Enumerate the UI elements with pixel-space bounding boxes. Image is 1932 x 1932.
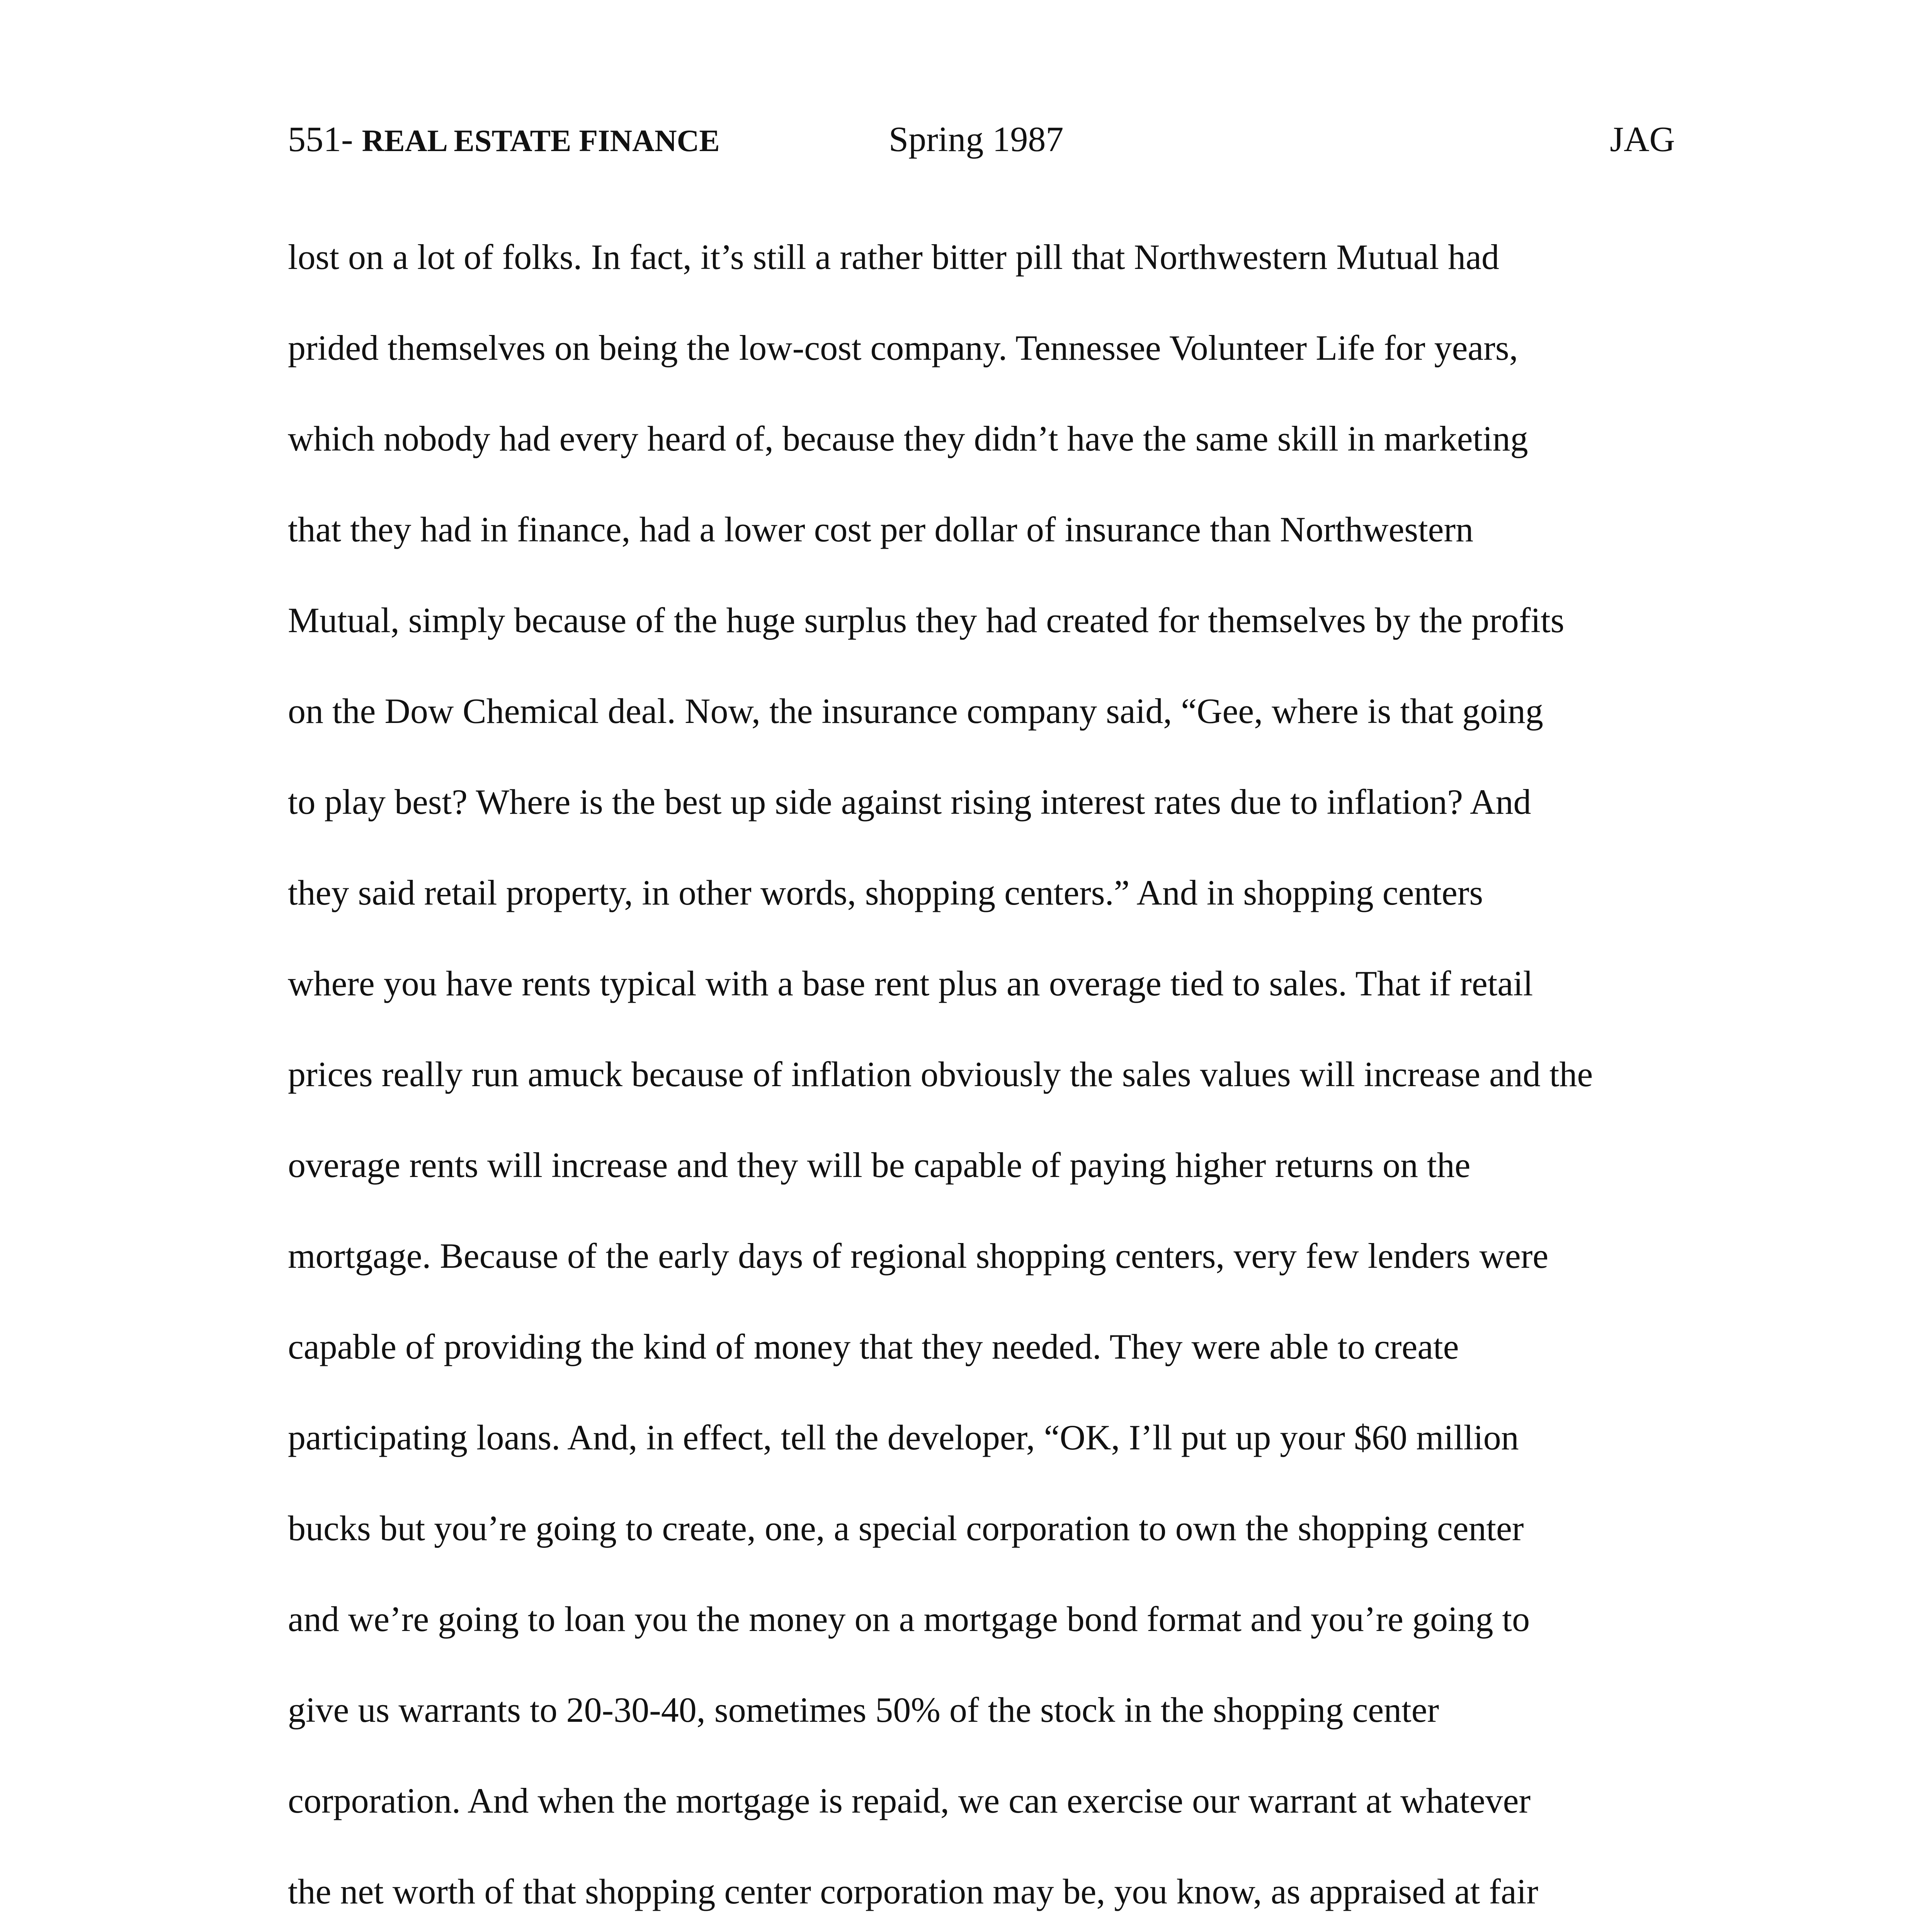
text-line: on the Dow Chemical deal. Now, the insurance company said, “Gee, where is that going — [288, 691, 1543, 731]
course-number: 551- — [288, 119, 353, 159]
text-line: bucks but you’re going to create, one, a special corporation to own the shopping center — [288, 1509, 1524, 1548]
text-line: they said retail property, in other words, shopping centers.” And in shopping centers — [288, 873, 1483, 912]
text-line: mortgage. Because of the early days of regional shopping centers, very few lenders were — [288, 1236, 1549, 1276]
text-line: participating loans. And, in effect, tell the developer, “OK, I’ll put up your $60 million — [288, 1418, 1519, 1457]
author-initials: JAG — [1610, 119, 1675, 159]
text-line: prices really run amuck because of inflation obviously the sales values will increase and the — [288, 1054, 1593, 1094]
course-title: REAL ESTATE FINANCE — [362, 124, 720, 158]
term-label: Spring 1987 — [889, 119, 1064, 159]
text-line: overage rents will increase and they will be capable of paying higher returns on the — [288, 1145, 1471, 1185]
text-line: the net worth of that shopping center corporation may be, you know, as appraised at fair — [288, 1872, 1539, 1911]
page-header — [288, 112, 1675, 166]
text-line: lost on a lot of folks. In fact, it’s still a rather bitter pill that Northwestern Mutual had — [288, 237, 1500, 277]
text-line: corporation. And when the mortgage is repaid, we can exercise our warrant at whatever — [288, 1781, 1531, 1820]
course-label — [288, 112, 720, 168]
text-line: to play best? Where is the best up side against rising interest rates due to inflation? And — [288, 782, 1531, 821]
text-line: capable of providing the kind of money that they needed. They were able to create — [288, 1327, 1459, 1366]
text-line: give us warrants to 20-30-40, sometimes 50% of the stock in the shopping center — [288, 1690, 1439, 1730]
text-line: Mutual, simply because of the huge surplus they had created for themselves by the profits — [288, 600, 1565, 640]
text-line: and we’re going to loan you the money on a mortgage bond format and you’re going to — [288, 1599, 1530, 1639]
text-line: where you have rents typical with a base rent plus an overage tied to sales. That if retail — [288, 964, 1533, 1003]
transcript-body — [288, 230, 1679, 1932]
text-line: which nobody had every heard of, because they didn’t have the same skill in marketing — [288, 419, 1528, 458]
text-line: prided themselves on being the low-cost company. Tennessee Volunteer Life for years, — [288, 328, 1518, 367]
text-line: that they had in finance, had a lower cost per dollar of insurance than Northwestern — [288, 510, 1474, 549]
